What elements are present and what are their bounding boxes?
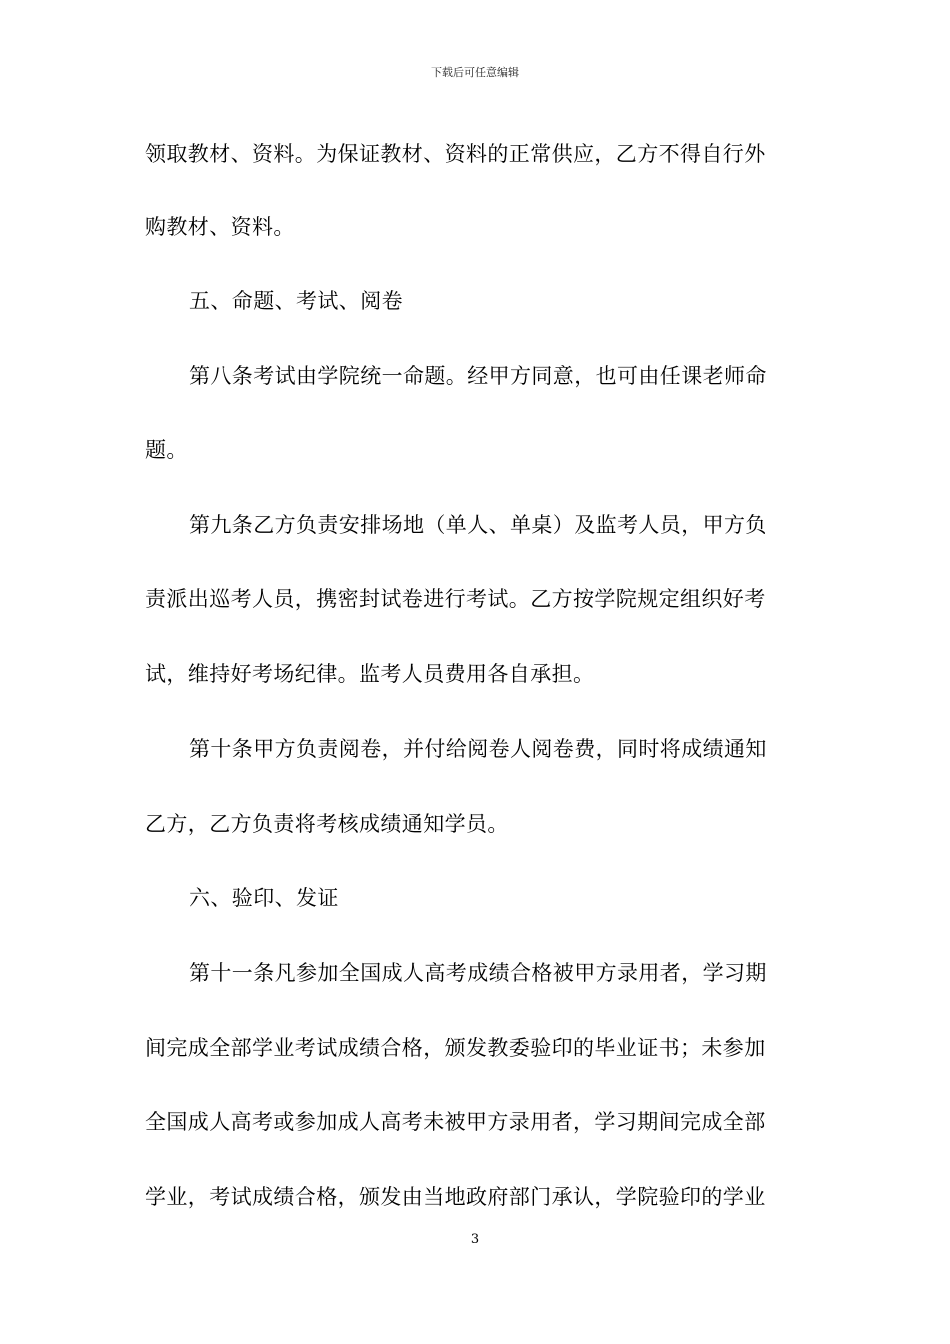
page-number: 3 (470, 1232, 480, 1247)
page-header: 下载后可任意编辑 (431, 66, 519, 79)
body-line: 第十一条凡参加全国成人高考成绩合格被甲方录用者，学习期 (189, 961, 767, 985)
body-line: 乙方，乙方负责将考核成绩通知学员。 (145, 812, 509, 836)
body-line: 题。 (145, 438, 188, 462)
body-line: 学业，考试成绩合格，颁发由当地政府部门承认，学院验印的学业 (145, 1185, 766, 1209)
body-line: 购教材、资料。 (145, 215, 295, 239)
body-line: 第十条甲方负责阅卷，并付给阅卷人阅卷费，同时将成绩通知 (189, 737, 767, 761)
body-line: 全国成人高考或参加成人高考未被甲方录用者，学习期间完成全部 (145, 1110, 766, 1134)
body-line: 试，维持好考场纪律。监考人员费用各自承担。 (145, 662, 595, 686)
body-line: 间完成全部学业考试成绩合格，颁发教委验印的毕业证书；未参加 (145, 1036, 766, 1060)
section-heading: 六、验印、发证 (189, 886, 339, 910)
body-line: 责派出巡考人员，携密封试卷进行考试。乙方按学院规定组织好考 (145, 587, 766, 611)
body-line: 第九条乙方负责安排场地（单人、单桌）及监考人员，甲方负 (189, 513, 767, 537)
body-line: 领取教材、资料。为保证教材、资料的正常供应，乙方不得自行外 (145, 142, 766, 166)
section-heading: 五、命题、考试、阅卷 (189, 289, 403, 313)
body-line: 第八条考试由学院统一命题。经甲方同意，也可由任课老师命 (189, 364, 767, 388)
